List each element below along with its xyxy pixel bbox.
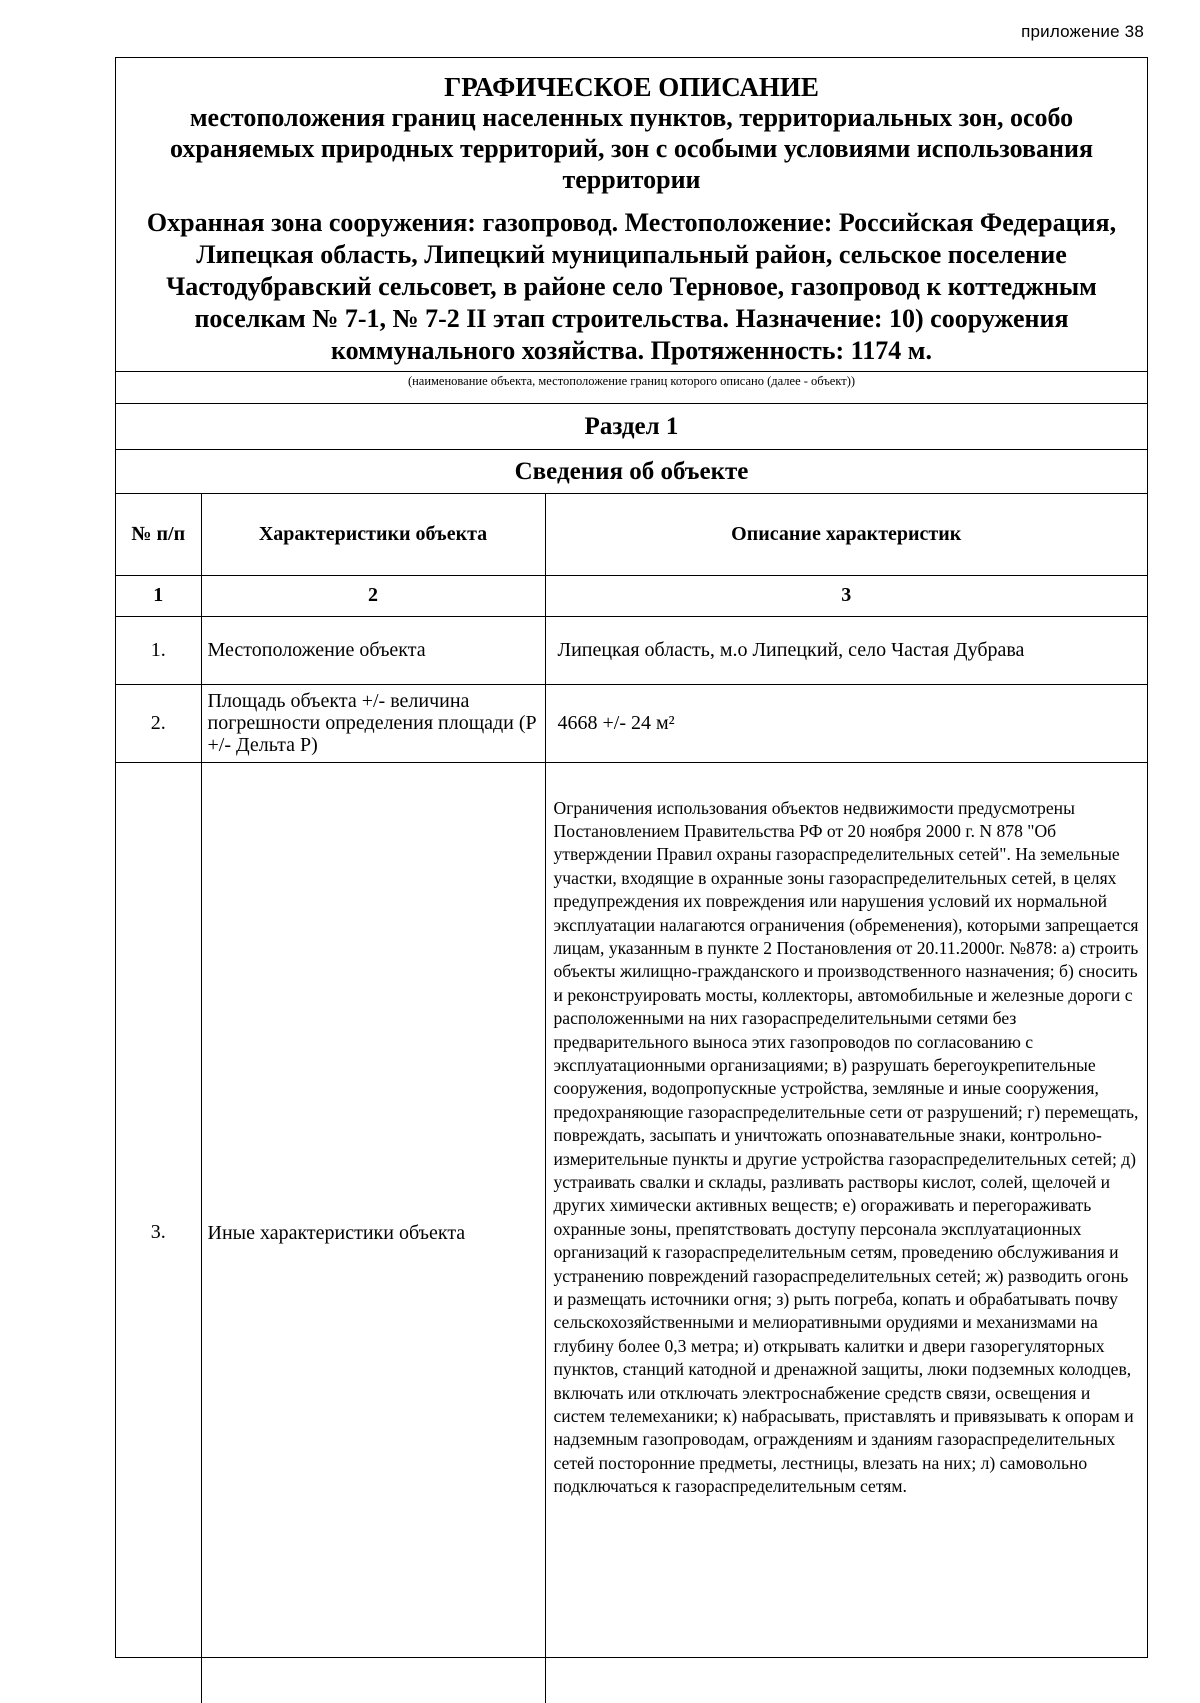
table-row (116, 684, 1147, 762)
row-characteristic: Иные характеристики объекта (201, 762, 545, 1703)
row-number: 3. (116, 762, 201, 1703)
object-caption: (наименование объекта, местоположение границ которого описано (далее - объект)) (116, 372, 1147, 404)
document-frame (115, 57, 1148, 1658)
restrictions-text: Ограничения использования объектов недвижимости предусмотрены Постановлением Правительства РФ от 20 ноября 2000 г. N 878 "Об утверждении Правил охраны газораспределительных сетей". На земельные участки, входящие в охранные зоны газораспределительных сетей, в целях предупреждения их повреждения или нарушения условий их нормальной эксплуатации налагаются ограничения (обременения), которыми запрещается лицам, указанным в пункте 2 Постановления от 20.11.2000г. №878: а) строить объекты жилищно-гражданского и производственного назначения; б) сносить и реконструировать мосты, коллекторы, автомобильные и железные дороги с расположенными на них газораспределительными сетями без предварительного выноса этих газопроводов по согласованию с эксплуатационными организациями; в) разрушать берегоукрепительные сооружения, водопропускные устройства, земляные и иные сооружения, предохраняющие газораспределительные сети от разрушений; г) перемещать, повреждать, засыпать и уничтожать опознавательные знаки, контрольно-измерительные пункты и другие устройства газораспределительных сетей; д) устраивать свалки и склады, разливать растворы кислот, солей, щелочей и других химически активных веществ; е) огораживать и перегораживать охранные зоны, препятствовать доступу персонала эксплуатационных организаций к газораспределительным сетям, проведению обслуживания и устранению повреждений газораспределительных сетей; ж) разводить огонь и размещать источники огня; з) рыть погреба, копать и обрабатывать почву сельскохозяйственными и мелиоративными орудиями и механизмами на глубину более 0,3 метра; и) открывать калитки и двери газорегуляторных пунктов, станций катодной и дренажной защиты, люки подземных колодцев, включать или отключать электроснабжение средств связи, освещения и систем телемеханики; к) набрасывать, приставлять и привязывать к опорам и надземным газопроводам, ограждениям и зданиям газораспределительных сетей посторонние предметы, лестницы, влезать на них; л) самовольно подключаться к газораспределительным сетям. (553, 797, 1139, 1497)
object-info-table (116, 494, 1147, 1703)
row-number: 2. (116, 684, 201, 762)
column-number-1: 1 (116, 575, 201, 616)
section-title: Сведения об объекте (116, 450, 1147, 494)
row-number: 1. (116, 616, 201, 684)
row-description (545, 762, 1147, 1703)
table-column-numbers-row (116, 575, 1147, 616)
document-subtitle: местоположения границ населенных пунктов, территориальных зон, особо охраняемых природных территорий, зон с особыми условиями использования территории (169, 103, 1094, 194)
header-description: Описание характеристик (545, 494, 1147, 575)
table-row (116, 762, 1147, 1703)
document-header (116, 58, 1147, 372)
section-label: Раздел 1 (116, 404, 1147, 450)
header-characteristic: Характеристики объекта (201, 494, 545, 575)
column-number-3: 3 (545, 575, 1147, 616)
document-title: ГРАФИЧЕСКОЕ ОПИСАНИЕ (444, 72, 819, 102)
table-header-row (116, 494, 1147, 575)
row-description: Липецкая область, м.о Липецкий, село Частая Дубрава (545, 616, 1147, 684)
row-description: 4668 +/- 24 м² (545, 684, 1147, 762)
row-characteristic: Площадь объекта +/- величина погрешности определения площади (Р +/- Дельта Р) (201, 684, 545, 762)
appendix-label: приложение 38 (1021, 22, 1144, 41)
object-description: Охранная зона сооружения: газопровод. Местоположение: Российская Федерация, Липецкая область, Липецкий муниципальный район, сельское поселение Частодубравский сельсовет, в районе село Терновое, газопровод к коттеджным поселкам № 7-1, № 7-2 II этап строительства. Назначение: 10) сооружения коммунального хозяйства. Протяженность: 1174 м. (146, 208, 1117, 365)
column-number-2: 2 (201, 575, 545, 616)
row-characteristic: Местоположение объекта (201, 616, 545, 684)
header-num: № п/п (116, 494, 201, 575)
table-row (116, 616, 1147, 684)
